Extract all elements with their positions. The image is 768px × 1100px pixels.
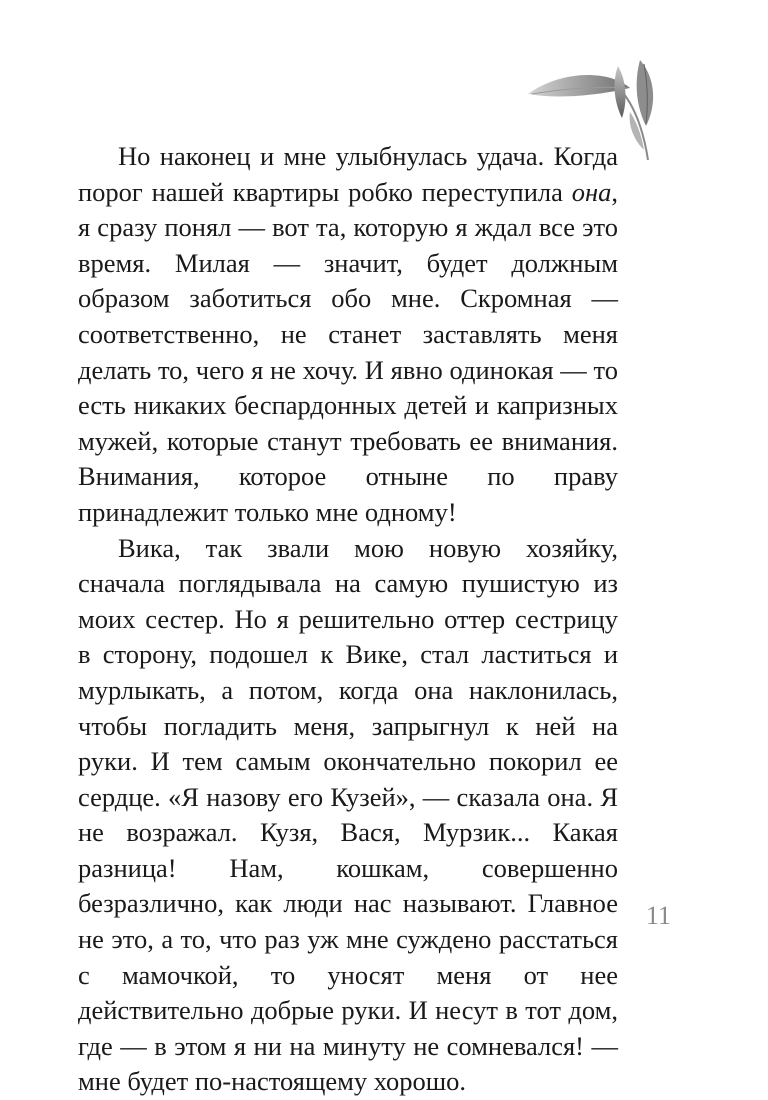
paragraph-1-end: , я сразу понял — вот та, которую я ждал все это время. Милая — значит, будет должным образом заботиться обо мне. Скромная — соответственно, не станет заставлять меня делать то, чего я не хочу. И явно одинокая — то есть никаких беспардонных детей и капризных мужей, которые станут требовать ее внимания. Внимания, которое отныне по праву принадлежит только мне одному! — [78, 176, 618, 527]
paragraph-2: Вика, так звали мою новую хозяйку, сначала поглядывала на самую пушистую из моих сестер. Но я решительно оттер сестрицу в сторону, подошел к Вике, стал ластиться и мурлыкать, а потом, когда она наклонилась, чтобы погладить меня, запрыгнул к ней на руки. И тем самым окончательно покорил ее сердце. «Я назову его Кузей», — сказала она. Я не возражал. Кузя, Вася, Мурзик... Какая разница! Нам, кошкам, совершенно безразлично, как люди нас называют. Главное не это, а то, что раз уж мне суждено расстаться с мамочкой, то уносят меня от нее действительно добрые руки. И несут в тот дом, где — в этом я ни на минуту не сомневался! — мне будет по-настоящему хорошо. — [78, 532, 618, 1097]
paragraph-1 — [78, 139, 618, 531]
emphasis-word: она — [571, 176, 612, 207]
paragraph-1-start: Но наконец и мне улыбнулась удача. Когда порог нашей квартиры робко переступила — [78, 141, 618, 207]
page-number: 11 — [646, 901, 672, 930]
body-text — [78, 139, 618, 1100]
